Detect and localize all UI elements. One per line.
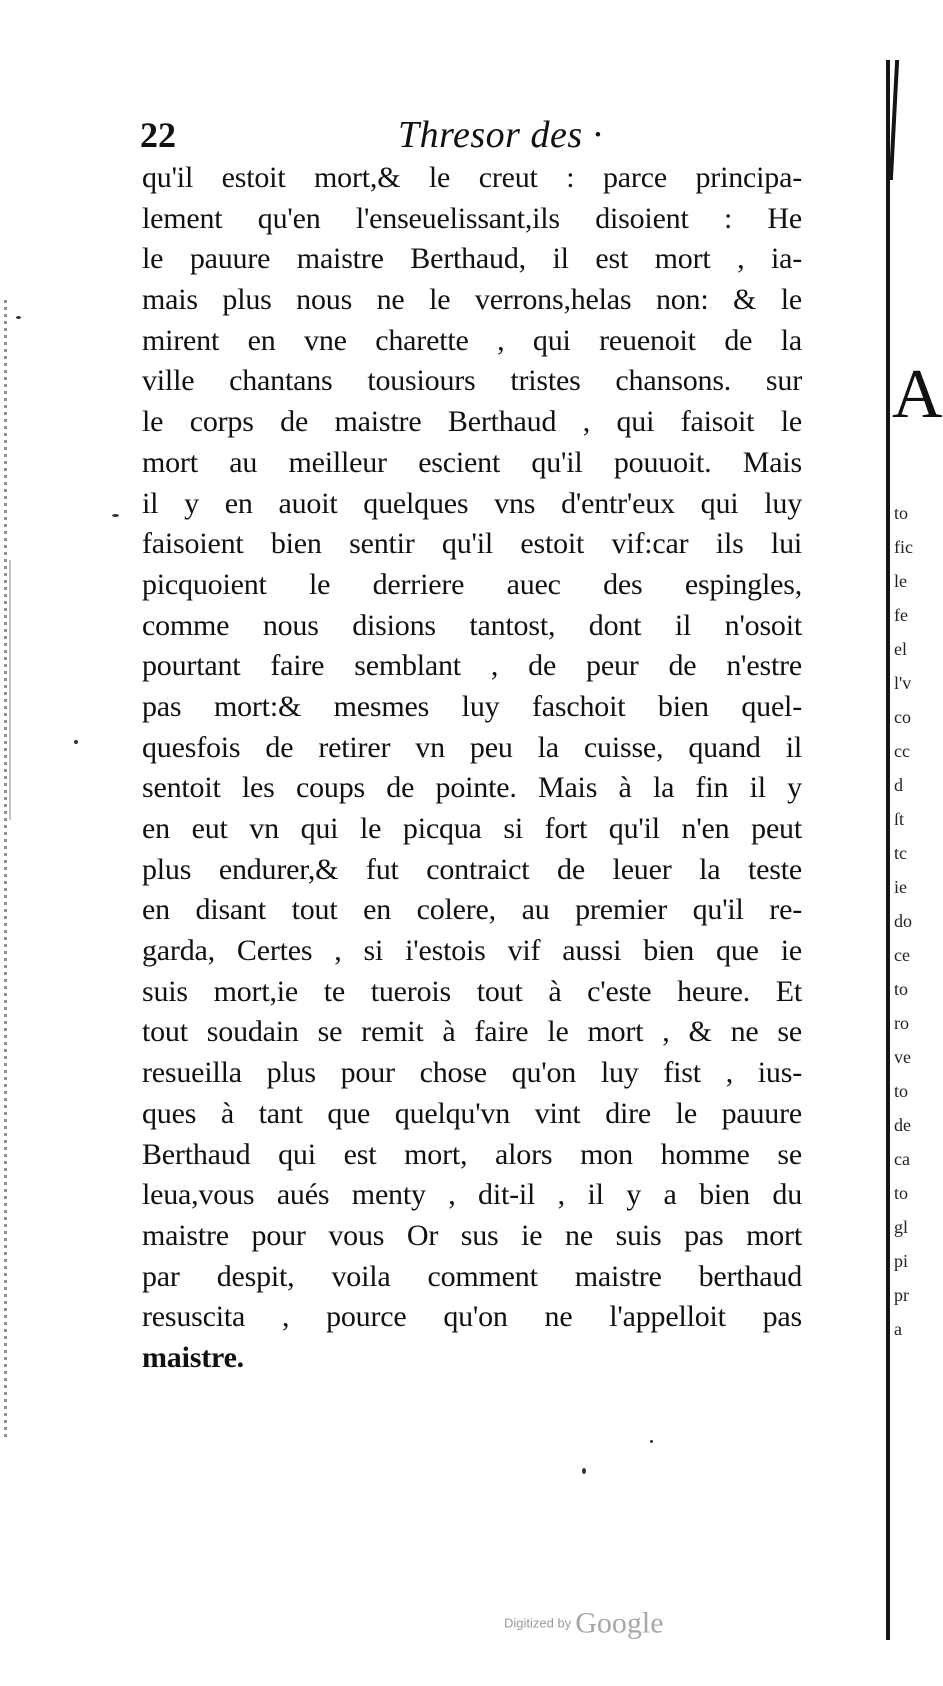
facing-page-fragment: ce (894, 945, 910, 965)
ink-speck (582, 1468, 586, 1474)
text-line: mort au meilleur escient qu'il pouuoit. Mais (142, 445, 802, 479)
text-line: pas mort:& mesmes luy faschoit bien quel- (142, 689, 802, 723)
left-binding-edge (4, 300, 7, 1440)
text-line: en eut vn qui le picqua si fort qu'il n'en peut (142, 812, 802, 845)
text-line: ville chantans tousiours tristes chansons. sur (142, 364, 802, 398)
google-logo: Google (575, 1606, 664, 1640)
text-line: le corps de maistre Berthaud , qui faisoit le (142, 405, 802, 439)
text-line: comme nous disions tantost, dont il n'osoit (142, 608, 802, 642)
facing-page-fragment: ſt (894, 809, 905, 829)
facing-page-fragment: do (894, 911, 912, 931)
ink-speck (650, 1440, 653, 1443)
facing-page-fragment: de (894, 1115, 911, 1135)
ink-speck (74, 740, 78, 744)
facing-page-fragment: to (894, 503, 909, 523)
facing-page-fragment: l'v (894, 673, 912, 693)
text-line: sentoit les coups de pointe. Mais à la fin il y (142, 771, 802, 805)
ink-speck (16, 316, 21, 319)
page-edge-line (886, 60, 890, 1640)
body-text (142, 158, 802, 1379)
facing-page-fragment: d (894, 775, 903, 795)
text-line: resuscita , pource qu'on ne l'appelloit pas (142, 1300, 802, 1334)
facing-page-fragment: to (894, 1081, 909, 1101)
facing-page-fragment: ro (894, 1013, 909, 1033)
facing-page-fragment: pr (894, 1285, 909, 1305)
text-line: garda, Certes , si i'estois vif aussi bien que ie (142, 934, 802, 968)
facing-page-fragment: ve (894, 1047, 911, 1067)
text-line: Berthaud qui est mort, alors mon homme se (142, 1137, 802, 1171)
facing-page-fragment: tc (894, 843, 907, 863)
facing-page-fragment: le (894, 571, 907, 591)
facing-page-fragment: gl (894, 1217, 909, 1237)
text-line: mirent en vne charette , qui reuenoit de la (142, 323, 802, 357)
digitization-watermark (504, 1605, 664, 1641)
facing-page-fragment: pi (894, 1251, 909, 1271)
text-line-final: maistre. (142, 1340, 244, 1374)
text-line: ques à tant que quelqu'vn vint dire le pauure (142, 1096, 802, 1130)
facing-page-fragment: fic (894, 537, 913, 557)
text-line: suis mort,ie te tuerois tout à c'este heure. Et (142, 974, 802, 1008)
text-line: en disant tout en colere, au premier qu'il re- (142, 893, 802, 927)
watermark-prefix: Digitized by (504, 1615, 572, 1631)
page-header (140, 112, 780, 158)
text-line: mais plus nous ne le verrons,helas non: & le (142, 283, 802, 317)
facing-page-fragment: a (894, 1319, 902, 1339)
left-binding-shadow (9, 560, 11, 820)
text-line: picquoient le derriere auec des espingles, (142, 567, 802, 601)
facing-page-fragment: to (894, 979, 909, 999)
facing-page-fragment: co (894, 707, 911, 727)
facing-page-fragment: el (894, 639, 907, 659)
text-line: maistre pour vous Or sus ie ne suis pas mort (142, 1218, 802, 1252)
facing-page-edge (880, 60, 943, 1650)
text-line: tout soudain se remit à faire le mort , & ne se (142, 1015, 802, 1049)
text-line: resueilla plus pour chose qu'on luy fist , ius- (142, 1056, 802, 1090)
running-head: Thresor des · (398, 114, 603, 156)
ink-speck (112, 514, 119, 517)
text-line: par despit, voila comment maistre berthaud (142, 1259, 802, 1293)
page-number: 22 (140, 115, 176, 155)
text-line: pourtant faire semblant , de peur de n'estre (142, 649, 802, 683)
facing-page-fragment: cc (894, 741, 910, 761)
text-line: leua,vous aués menty , dit-il , il y a bien du (142, 1178, 802, 1212)
text-line: faisoient bien sentir qu'il estoit vif:car ils lui (142, 527, 802, 561)
text-line: le pauure maistre Berthaud, il est mort , ia- (142, 242, 802, 276)
text-line: lement qu'en l'enseuelissant,ils disoient : He (142, 201, 802, 235)
facing-page-fragment: to (894, 1183, 909, 1203)
facing-page-fragment: fe (894, 605, 908, 625)
text-line: qu'il estoit mort,& le creut : parce principa- (142, 161, 802, 194)
text-line: quesfois de retirer vn peu la cuisse, quand il (142, 730, 802, 764)
text-line: plus endurer,& fut contraict de leuer la teste (142, 852, 802, 886)
text-line: il y en auoit quelques vns d'entr'eux qui luy (142, 486, 802, 520)
facing-page-fragment: ca (894, 1149, 910, 1169)
facing-page-fragment: ie (894, 877, 907, 897)
facing-page-drop-cap: A (892, 356, 943, 433)
